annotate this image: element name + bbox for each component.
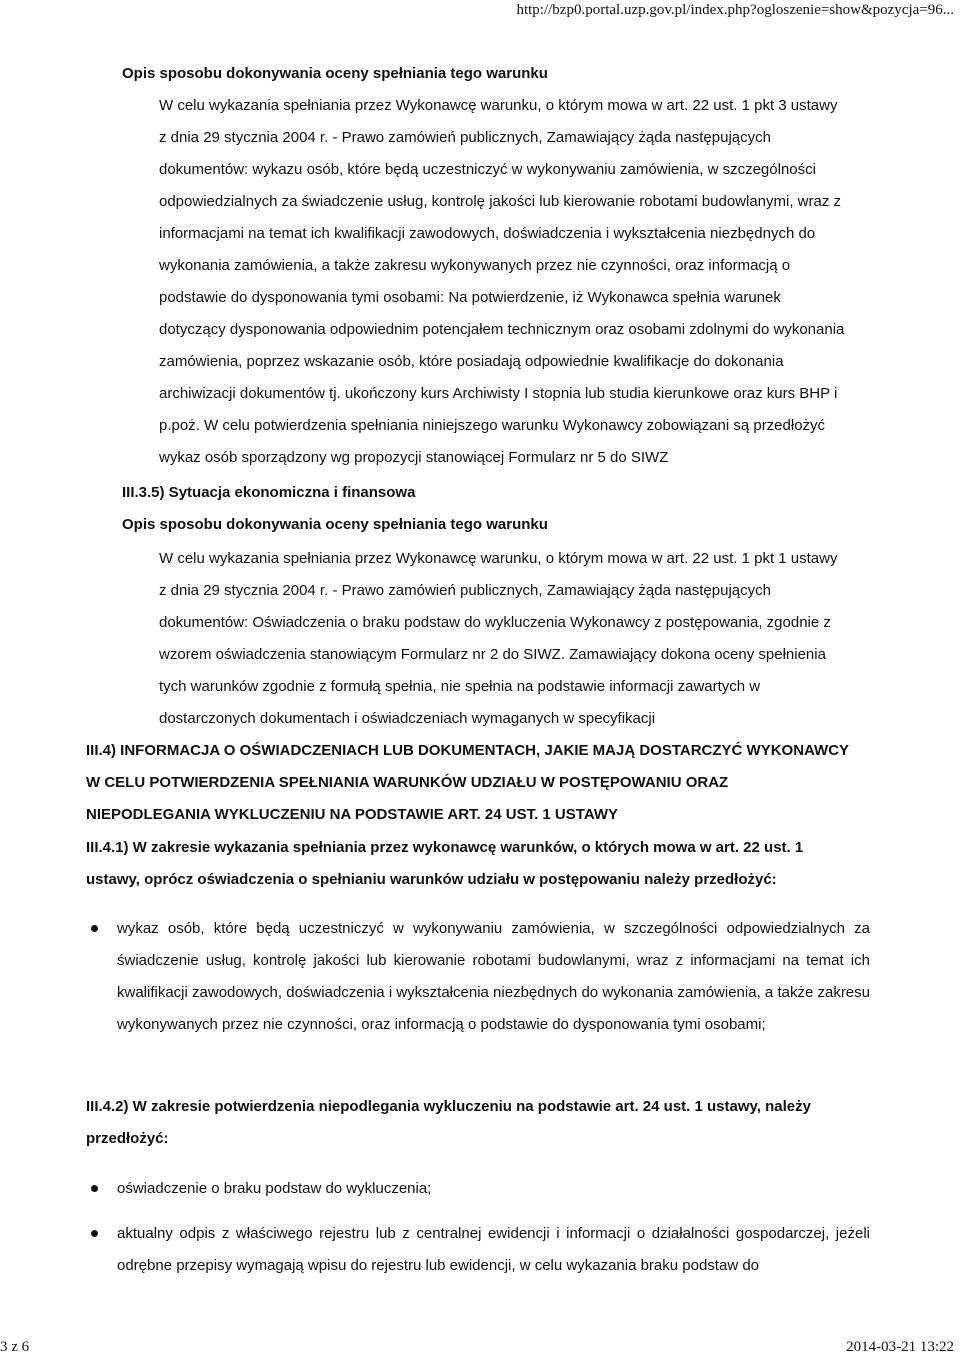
list-item: wykaz osób, które będą uczestniczyć w wykonywaniu zamówienia, w szczególności odpowiedzialnych za świadczenie usług, kontrolę jakości lub kierowanie robotami budowlanymi, wraz z informacjami na temat ich kwalifikacji zawodowych, doświadczenia i wykształcenia niezbędnych do wykonania zamówienia, a także zakresu wykonywanych przez nie czynności, oraz informacją o podstawie do dysponowania tymi osobami; bbox=[86, 913, 870, 1041]
section-a-heading: Opis sposobu dokonywania oceny spełniania tego warunku bbox=[122, 65, 548, 82]
text-line: wykonania zamówienia, a także zakresu wykonywanych przez nie czynności, oraz informacją o bbox=[159, 257, 791, 274]
text-line: W celu wykazania spełniania przez Wykonawcę warunku, o którym mowa w art. 22 ust. 1 pkt 1 ustawy bbox=[159, 550, 838, 567]
text-line: z dnia 29 stycznia 2004 r. - Prawo zamówień publicznych, Zamawiający żąda następujących bbox=[159, 582, 771, 599]
print-timestamp: 2014-03-21 13:22 bbox=[846, 1339, 954, 1355]
section-c-sub2-heading bbox=[86, 1091, 916, 1155]
list-item: oświadczenie o braku podstaw do wykluczenia; bbox=[86, 1173, 870, 1205]
section-b-body bbox=[159, 543, 899, 735]
bullet-icon bbox=[91, 1230, 98, 1237]
text-line: odpowiedzialnych za świadczenie usług, kontrolę jakości lub kierowanie robotami budowlanymi, wraz z bbox=[159, 193, 842, 210]
text-line: dokumentów: wykazu osób, które będą uczestniczyć w wykonywaniu zamówienia, w szczególności bbox=[159, 161, 816, 178]
text-line: wykaz osób sporządzony wg propozycji stanowiącej Formularz nr 5 do SIWZ bbox=[159, 449, 669, 466]
text-line: p.poż. W celu potwierdzenia spełniania niniejszego warunku Wykonawcy zobowiązani są przedłożyć bbox=[159, 417, 826, 434]
heading-line: przedłożyć: bbox=[86, 1130, 169, 1147]
text-line: informacjami na temat ich kwalifikacji zawodowych, doświadczenia i wykształcenia niezbędnych do bbox=[159, 225, 816, 242]
requirements-list-1 bbox=[86, 913, 870, 1041]
page-url: http://bzp0.portal.uzp.gov.pl/index.php?ogloszenie=show&pozycja=96... bbox=[516, 2, 954, 18]
text-line: tych warunków zgodnie z formułą spełnia, nie spełnia na podstawie informacji zawartych w bbox=[159, 678, 761, 695]
section-a-body bbox=[159, 90, 899, 474]
text-line: W celu wykazania spełniania przez Wykonawcę warunku, o którym mowa w art. 22 ust. 1 pkt 3 ustawy bbox=[159, 97, 838, 114]
heading-line: III.4.2) W zakresie potwierdzenia niepodlegania wykluczeniu na podstawie art. 24 ust. 1 ustawy, należy bbox=[86, 1098, 811, 1115]
section-c-heading bbox=[86, 735, 916, 831]
text-line: z dnia 29 stycznia 2004 r. - Prawo zamówień publicznych, Zamawiający żąda następujących bbox=[159, 129, 771, 146]
section-b-heading: III.3.5) Sytuacja ekonomiczna i finansowa bbox=[122, 484, 416, 501]
section-b-subheading: Opis sposobu dokonywania oceny spełniania tego warunku bbox=[122, 516, 548, 533]
heading-line: W CELU POTWIERDZENIA SPEŁNIANIA WARUNKÓW UDZIAŁU W POSTĘPOWANIU ORAZ bbox=[86, 774, 729, 791]
bullet-icon bbox=[91, 1185, 98, 1192]
text-line: zamówienia, poprzez wskazanie osób, które posiadają odpowiednie kwalifikacje do dokonania bbox=[159, 353, 784, 370]
bullet-icon bbox=[91, 925, 98, 932]
text-line: dotyczący dysponowania odpowiednim potencjałem technicznym oraz osobami zdolnymi do wykonania bbox=[159, 321, 845, 338]
text-line: podstawie do dysponowania tymi osobami: Na potwierdzenie, iż Wykonawca spełnia warunek bbox=[159, 289, 781, 306]
text-line: archiwizacji dokumentów tj. ukończony kurs Archiwisty I stopnia lub studia kierunkowe oraz kurs BHP i bbox=[159, 385, 838, 402]
text-line: dostarczonych dokumentach i oświadczeniach wymaganych w specyfikacji bbox=[159, 710, 656, 727]
heading-line: III.4.1) W zakresie wykazania spełniania przez wykonawcę warunków, o których mowa w art. 22 ust. 1 bbox=[86, 839, 804, 856]
text-line: wzorem oświadczenia stanowiącym Formularz nr 2 do SIWZ. Zamawiający dokona oceny spełnienia bbox=[159, 646, 826, 663]
page-number: 3 z 6 bbox=[0, 1339, 30, 1355]
text-line: dokumentów: Oświadczenia o braku podstaw do wykluczenia Wykonawcy z postępowania, zgodnie z bbox=[159, 614, 831, 631]
section-c-sub1-heading bbox=[86, 832, 916, 896]
requirements-list-2 bbox=[86, 1173, 870, 1282]
heading-line: ustawy, oprócz oświadczenia o spełnianiu warunków udziału w postępowaniu należy przedłożyć: bbox=[86, 871, 777, 888]
heading-line: III.4) INFORMACJA O OŚWIADCZENIACH LUB DOKUMENTACH, JAKIE MAJĄ DOSTARCZYĆ WYKONAWCY bbox=[86, 742, 850, 759]
list-item: aktualny odpis z właściwego rejestru lub z centralnej ewidencji i informacji o działalności gospodarczej, jeżeli odrębne przepisy wymagają wpisu do rejestru lub ewidencji, w celu wykazania braku podstaw do bbox=[86, 1218, 870, 1282]
heading-line: NIEPODLEGANIA WYKLUCZENIU NA PODSTAWIE ART. 24 UST. 1 USTAWY bbox=[86, 806, 618, 823]
